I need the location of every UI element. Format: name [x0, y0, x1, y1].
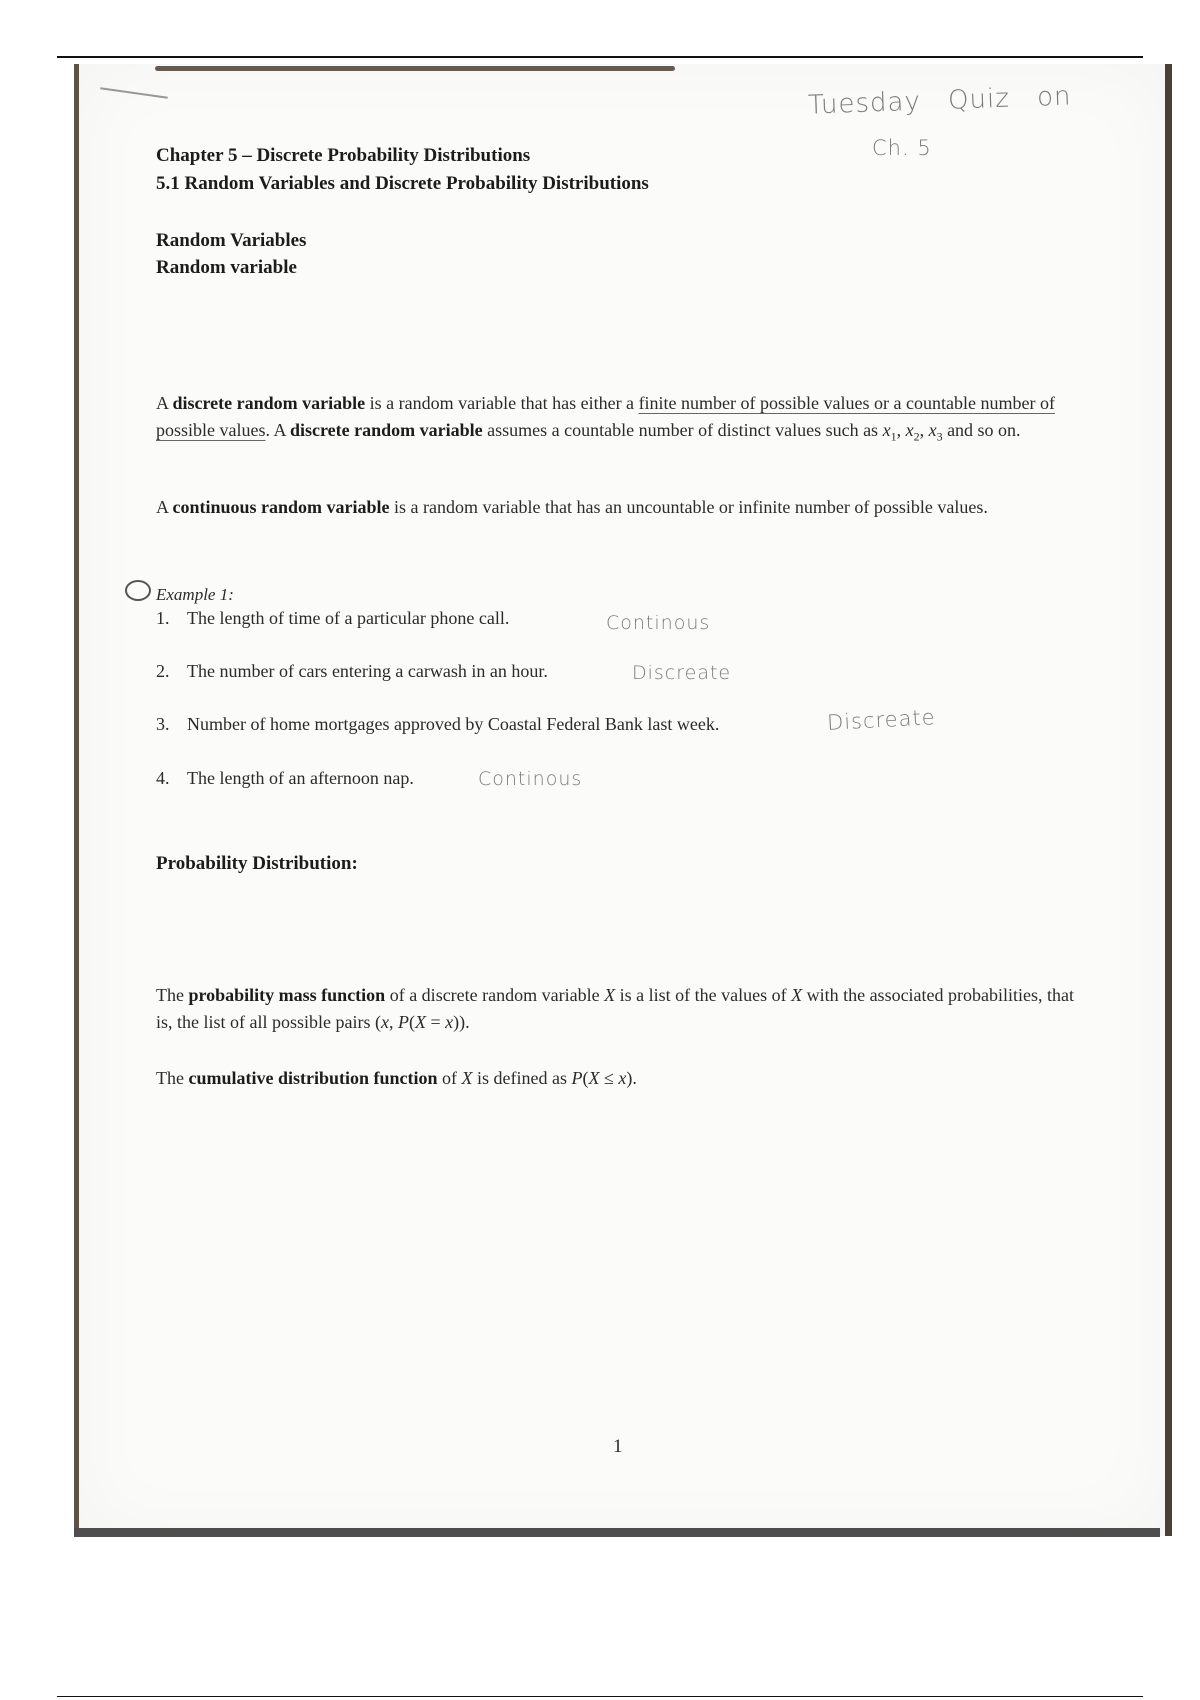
- list-item: 3. Number of home mortgages approved by Coastal Federal Bank last week.: [156, 714, 720, 734]
- term-probability-mass-function: probability mass function: [188, 985, 386, 1005]
- handwritten-answer-3: Discreate: [826, 705, 937, 735]
- list-item: 1. The length of time of a particular phone call.: [156, 608, 510, 628]
- circle-mark-icon: [125, 580, 151, 601]
- top-rule: [57, 56, 1143, 58]
- list-item: 2. The number of cars entering a carwash in an hour.: [156, 661, 548, 681]
- handwritten-answer-4: Continous: [478, 768, 583, 790]
- page-edge-shadow: [155, 66, 675, 71]
- handwritten-answer-1: Continous: [606, 612, 711, 634]
- page-bottom-edge: [74, 1528, 1160, 1537]
- probability-distribution-heading: Probability Distribution:: [156, 853, 358, 874]
- discrete-definition: A discrete random variable is a random variable that has either a finite number of possible values or a countable number of possible values. A discrete random variable assumes a countable number of distinct values such as $x_1$, $x_2$, $x_3$ and so on.: [156, 393, 1055, 444]
- term-continuous-random-variable: continuous random variable: [172, 497, 390, 517]
- random-variable-term: Random variable: [156, 257, 297, 278]
- pmf-definition: The probability mass function of a discrete random variable X is a list of the values of X with the associated probabilities, that is, the list of all possible pairs (x, P(X = x)).: [156, 985, 1075, 1032]
- continuous-definition: A continuous random variable is a random variable that has an uncountable or infinite number of possible values.: [156, 497, 988, 517]
- random-variables-heading: Random Variables: [156, 230, 307, 251]
- handwritten-note-line1: Tuesday Quiz on: [807, 81, 1072, 121]
- section-title: 5.1 Random Variables and Discrete Probability Distributions: [156, 173, 649, 194]
- handwritten-answer-2: Discreate: [632, 662, 732, 684]
- term-cumulative-distribution-function: cumulative distribution function: [188, 1068, 438, 1088]
- example-label: Example 1:: [156, 585, 234, 604]
- cdf-definition: The cumulative distribution function of X is defined as P(X ≤ x).: [156, 1068, 637, 1088]
- list-item: 4. The length of an afternoon nap.: [156, 768, 414, 788]
- page-number: 1: [613, 1436, 623, 1457]
- chapter-title: Chapter 5 – Discrete Probability Distributions: [156, 145, 531, 166]
- scanned-page: [74, 64, 1172, 1536]
- underlined-phrase: finite number of possible values or a countable number of possible values: [156, 393, 1055, 440]
- term-discrete-random-variable: discrete random variable: [172, 393, 366, 413]
- handwritten-note-line2: Ch. 5: [872, 136, 932, 160]
- bottom-rule: [57, 1696, 1143, 1697]
